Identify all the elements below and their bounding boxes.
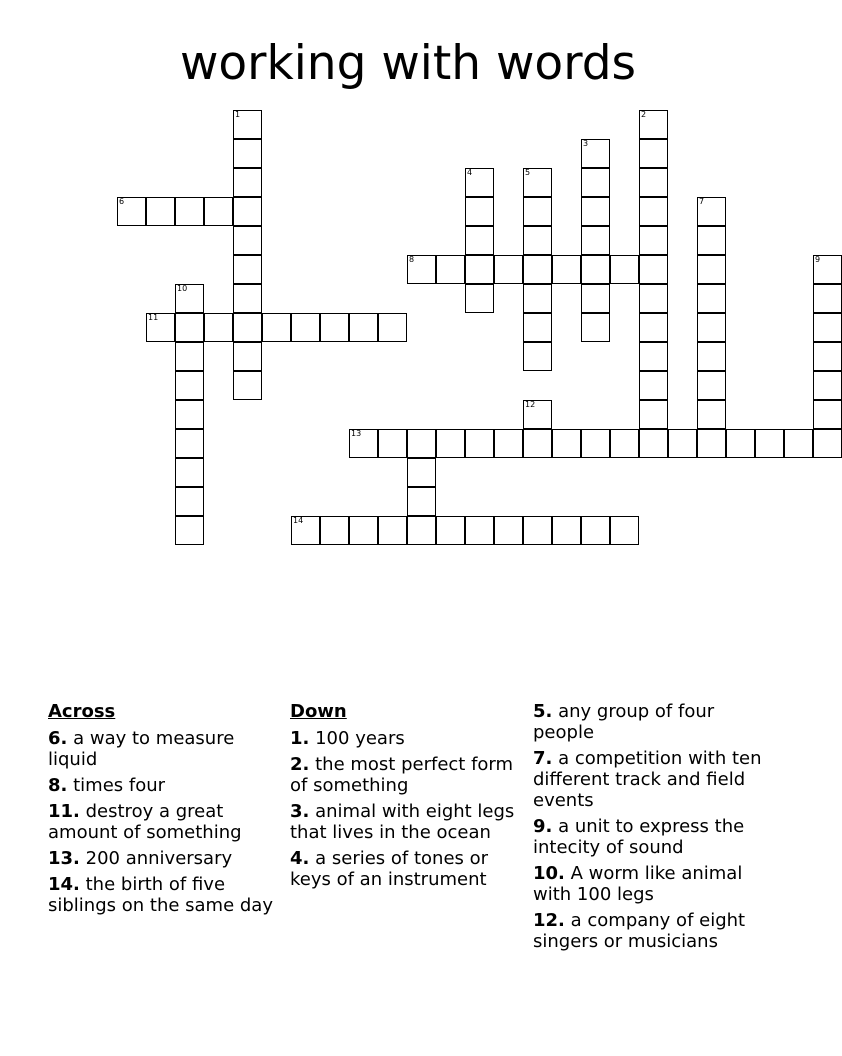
clue-down-9: 9. a unit to express the intecity of sound: [533, 816, 745, 858]
grid-cell[interactable]: [610, 429, 639, 458]
clue-across-14: 14. the birth of five siblings on the same day: [48, 874, 273, 916]
grid-cell[interactable]: [697, 197, 726, 226]
grid-cell[interactable]: [639, 313, 668, 342]
grid-cell[interactable]: [697, 342, 726, 371]
grid-cell[interactable]: [349, 313, 378, 342]
grid-cell[interactable]: [436, 429, 465, 458]
grid-cell[interactable]: [175, 197, 204, 226]
grid-cell[interactable]: [523, 342, 552, 371]
grid-cell[interactable]: [349, 429, 378, 458]
clue-number: 12: [525, 400, 536, 409]
grid-cell[interactable]: [813, 371, 842, 400]
clue-number: 6: [119, 197, 125, 206]
grid-cell[interactable]: [233, 168, 262, 197]
grid-cell[interactable]: [146, 197, 175, 226]
grid-cell[interactable]: [639, 226, 668, 255]
clue-across-11: 11. destroy a great amount of something: [48, 801, 242, 843]
grid-cell[interactable]: [436, 516, 465, 545]
grid-cell[interactable]: [494, 429, 523, 458]
clue-down-10: 10. A worm like animal with 100 legs: [533, 863, 743, 905]
grid-cell[interactable]: [378, 429, 407, 458]
grid-cell[interactable]: [523, 429, 552, 458]
grid-cell[interactable]: [784, 429, 813, 458]
grid-cell[interactable]: [378, 313, 407, 342]
grid-cell[interactable]: [639, 400, 668, 429]
grid-cell[interactable]: [523, 313, 552, 342]
clue-across-6: 6. a way to measure liquid: [48, 728, 235, 770]
clue-number: 7: [699, 197, 705, 206]
grid-cell[interactable]: [813, 342, 842, 371]
grid-cell[interactable]: [813, 429, 842, 458]
grid-cell[interactable]: [697, 226, 726, 255]
grid-cell[interactable]: [523, 168, 552, 197]
grid-cell[interactable]: [465, 516, 494, 545]
grid-cell[interactable]: [581, 429, 610, 458]
puzzle-title: working with words: [179, 36, 637, 91]
across-clues: [48, 701, 278, 921]
grid-cell[interactable]: [639, 371, 668, 400]
clue-number: 3: [583, 139, 589, 148]
grid-cell[interactable]: [291, 516, 320, 545]
grid-cell[interactable]: [523, 284, 552, 313]
clue-number: 13: [351, 429, 362, 438]
grid-cell[interactable]: [262, 313, 291, 342]
down-clues: [290, 701, 515, 895]
clue-down-4: 4. a series of tones or keys of an instrument: [290, 848, 489, 890]
grid-cell[interactable]: [465, 197, 494, 226]
grid-cell[interactable]: [813, 400, 842, 429]
clue-number: 11: [148, 313, 159, 322]
down-heading: Down: [290, 701, 347, 722]
grid-cell[interactable]: [523, 226, 552, 255]
grid-cell[interactable]: [813, 284, 842, 313]
grid-cell[interactable]: [552, 516, 581, 545]
grid-cell[interactable]: [523, 400, 552, 429]
grid-cell[interactable]: [146, 313, 175, 342]
clue-number: 1: [235, 110, 241, 119]
clue-down-2: 2. the most perfect form of something: [290, 754, 514, 796]
grid-cell[interactable]: [233, 139, 262, 168]
grid-cell[interactable]: [233, 226, 262, 255]
grid-cell[interactable]: [291, 313, 320, 342]
clue-number: 9: [815, 255, 821, 264]
grid-cell[interactable]: [581, 139, 610, 168]
grid-cell[interactable]: [349, 516, 378, 545]
grid-cell[interactable]: [175, 342, 204, 371]
grid-cell[interactable]: [639, 197, 668, 226]
grid-cell[interactable]: [320, 313, 349, 342]
grid-cell[interactable]: [436, 255, 465, 284]
grid-cell[interactable]: [639, 284, 668, 313]
grid-cell[interactable]: [523, 516, 552, 545]
grid-cell[interactable]: [697, 284, 726, 313]
grid-cell[interactable]: [610, 516, 639, 545]
grid-cell[interactable]: [407, 487, 436, 516]
grid-cell[interactable]: [407, 429, 436, 458]
grid-cell[interactable]: [581, 284, 610, 313]
clue-down-12: 12. a company of eight singers or musicians: [533, 910, 746, 952]
clue-across-8: 8. times four: [48, 775, 166, 796]
grid-cell[interactable]: [117, 197, 146, 226]
grid-cell[interactable]: [697, 400, 726, 429]
grid-cell[interactable]: [697, 429, 726, 458]
grid-cell[interactable]: [639, 429, 668, 458]
grid-cell[interactable]: [494, 516, 523, 545]
clue-number: 5: [525, 168, 531, 177]
grid-cell[interactable]: [175, 458, 204, 487]
grid-cell[interactable]: [233, 197, 262, 226]
grid-cell[interactable]: [233, 313, 262, 342]
grid-cell[interactable]: [813, 313, 842, 342]
grid-cell[interactable]: [175, 429, 204, 458]
clue-down-7: 7. a competition with ten different track and field events: [533, 748, 762, 811]
grid-cell[interactable]: [581, 516, 610, 545]
grid-cell[interactable]: [581, 255, 610, 284]
grid-cell[interactable]: [639, 342, 668, 371]
grid-cell[interactable]: [581, 168, 610, 197]
clue-down-3: 3. animal with eight legs that lives in the ocean: [290, 801, 515, 843]
grid-cell[interactable]: [407, 458, 436, 487]
clue-number: 10: [177, 284, 188, 293]
grid-cell[interactable]: [813, 255, 842, 284]
grid-cell[interactable]: [610, 255, 639, 284]
grid-cell[interactable]: [465, 255, 494, 284]
grid-cell[interactable]: [552, 255, 581, 284]
grid-cell[interactable]: [697, 371, 726, 400]
grid-cell[interactable]: [233, 284, 262, 313]
grid-cell[interactable]: [697, 313, 726, 342]
grid-cell[interactable]: [204, 313, 233, 342]
grid-cell[interactable]: [233, 255, 262, 284]
grid-cell[interactable]: [755, 429, 784, 458]
grid-cell[interactable]: [378, 516, 407, 545]
grid-cell[interactable]: [639, 139, 668, 168]
grid-cell[interactable]: [465, 168, 494, 197]
grid-cell[interactable]: [465, 226, 494, 255]
grid-cell[interactable]: [581, 197, 610, 226]
grid-cell[interactable]: [320, 516, 349, 545]
grid-cell[interactable]: [407, 516, 436, 545]
grid-cell[interactable]: [233, 342, 262, 371]
grid-cell[interactable]: [639, 110, 668, 139]
grid-cell[interactable]: [175, 284, 204, 313]
clue-number: 2: [641, 110, 647, 119]
grid-cell[interactable]: [494, 255, 523, 284]
grid-cell[interactable]: [175, 400, 204, 429]
clue-down-5: 5. any group of four people: [533, 701, 715, 743]
grid-cell[interactable]: [639, 168, 668, 197]
grid-cell[interactable]: [407, 255, 436, 284]
grid-cell[interactable]: [581, 226, 610, 255]
grid-cell[interactable]: [233, 110, 262, 139]
grid-cell[interactable]: [668, 429, 697, 458]
grid-cell[interactable]: [697, 255, 726, 284]
grid-cell[interactable]: [175, 516, 204, 545]
grid-cell[interactable]: [523, 255, 552, 284]
grid-cell[interactable]: [233, 371, 262, 400]
clue-down-1: 1. 100 years: [290, 728, 405, 749]
grid-cell[interactable]: [552, 429, 581, 458]
grid-cell[interactable]: [581, 313, 610, 342]
clue-number: 14: [293, 516, 304, 525]
grid-cell[interactable]: [175, 487, 204, 516]
grid-cell[interactable]: [726, 429, 755, 458]
clue-number: 4: [467, 168, 473, 177]
grid-cell[interactable]: [639, 255, 668, 284]
grid-cell[interactable]: [465, 429, 494, 458]
clue-number: 8: [409, 255, 415, 264]
grid-cell[interactable]: [175, 313, 204, 342]
grid-cell[interactable]: [175, 371, 204, 400]
grid-cell[interactable]: [204, 197, 233, 226]
clue-across-13: 13. 200 anniversary: [48, 848, 233, 869]
grid-cell[interactable]: [523, 197, 552, 226]
grid-cell[interactable]: [465, 284, 494, 313]
down-clues-continued: [533, 701, 768, 957]
across-heading: Across: [48, 701, 116, 722]
